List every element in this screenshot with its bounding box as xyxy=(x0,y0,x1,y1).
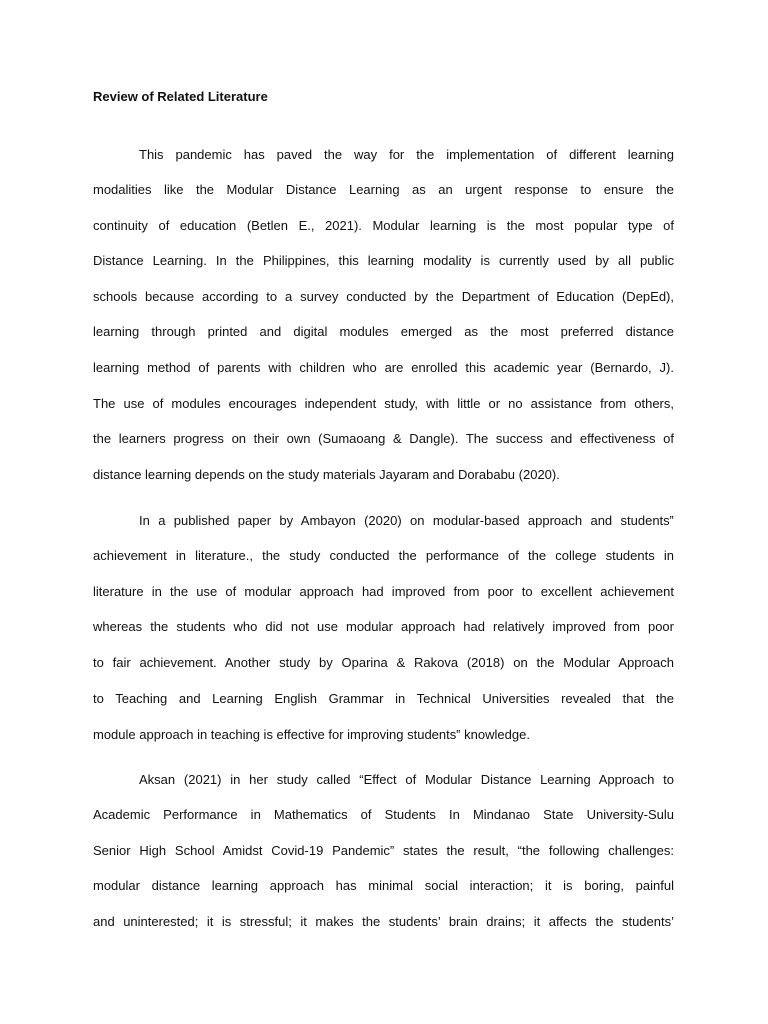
paragraph-2-line-1: In a published paper by Ambayon (2020) on modular-based approach and students‟ xyxy=(139,513,674,528)
paragraph-2-line-2: achievement in literature., the study conducted the performance of the college students in xyxy=(93,548,674,563)
paragraph-3-line-4: modular distance learning approach has minimal social interaction; it is boring, painful xyxy=(93,878,674,893)
paragraph-1-line-5: schools because according to a survey conducted by the Department of Education (DepEd), xyxy=(93,289,674,304)
paragraph-1-line-4: Distance Learning. In the Philippines, this learning modality is currently used by all public xyxy=(93,253,674,268)
paragraph-1-line-7: learning method of parents with children who are enrolled this academic year (Bernardo, J). xyxy=(93,360,674,375)
paragraph-2-line-5: to fair achievement. Another study by Oparina & Rakova (2018) on the Modular Approach xyxy=(93,655,674,670)
paragraph-2-line-4: whereas the students who did not use modular approach had relatively improved from poor xyxy=(93,619,674,634)
paragraph-1-line-6: learning through printed and digital modules emerged as the most preferred distance xyxy=(93,324,674,339)
paragraph-1-line-9: the learners progress on their own (Sumaoang & Dangle). The success and effectiveness of xyxy=(93,431,674,446)
paragraph-2-line-6: to Teaching and Learning English Grammar in Technical Universities revealed that the xyxy=(93,691,674,706)
paragraph-3-line-1: Aksan (2021) in her study called “Effect of Modular Distance Learning Approach to xyxy=(139,772,674,787)
paragraph-1-line-8: The use of modules encourages independent study, with little or no assistance from others, xyxy=(93,396,674,411)
paragraph-3-line-2: Academic Performance in Mathematics of Students In Mindanao State University-Sulu xyxy=(93,807,674,822)
paragraph-2-line-3: literature in the use of modular approach had improved from poor to excellent achievement xyxy=(93,584,674,599)
paragraph-3-line-5: and uninterested; it is stressful; it makes the students’ brain drains; it affects the students’ xyxy=(93,914,674,929)
section-heading: Review of Related Literature xyxy=(93,89,268,104)
paragraph-1-line-2: modalities like the Modular Distance Learning as an urgent response to ensure the xyxy=(93,182,674,197)
paragraph-1-line-3: continuity of education (Betlen E., 2021). Modular learning is the most popular type of xyxy=(93,218,674,233)
paragraph-1-line-1: This pandemic has paved the way for the implementation of different learning xyxy=(139,147,674,162)
paragraph-1-line-10: distance learning depends on the study materials Jayaram and Dorababu (2020). xyxy=(93,467,560,482)
paragraph-2-line-7: module approach in teaching is effective for improving students‟ knowledge. xyxy=(93,727,530,742)
paragraph-3-line-3: Senior High School Amidst Covid-19 Pandemic” states the result, “the following challenges: xyxy=(93,843,674,858)
